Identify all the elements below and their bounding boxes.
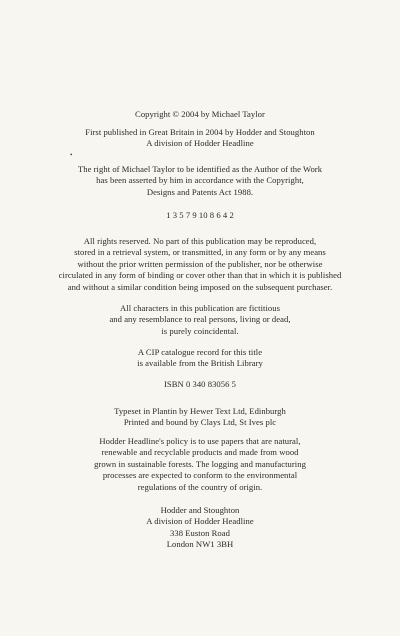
rights-line-2: stored in a retrieval system, or transmitted, in any form or by any means — [74, 247, 326, 258]
rights-line-5: and without a similar condition being imposed on the subsequent purchaser. — [67, 281, 333, 292]
published-line-1: First published in Great Britain in 2004 by Hodder and Stoughton — [85, 127, 315, 137]
isbn — [0, 379, 400, 390]
policy-line-4: processes are expected to conform to the environmental — [102, 470, 298, 481]
address-line-2: A division of Hodder Headline — [146, 516, 254, 527]
fiction-line-2: and any resemblance to real persons, living or dead, — [109, 314, 291, 325]
copyright-notice — [0, 109, 400, 120]
printing-line — [0, 210, 400, 221]
cip-line-1: A CIP catalogue record for this title — [137, 347, 263, 357]
cip-line-2: is available from the British Library — [137, 358, 263, 369]
address-line-4: London NW1 3BH — [166, 539, 234, 550]
published-line-2: A division of Hodder Headline — [146, 138, 254, 149]
moral-right-line-2: has been asserted by him in accordance with the Copyright, — [96, 175, 304, 186]
typeset-line-2: Printed and bound by Clays Ltd, St Ives plc — [123, 417, 277, 428]
policy-line-2: renewable and recyclable products and made from wood — [101, 447, 299, 458]
rights-line-3: without the prior written permission of the publisher, nor be otherwise — [77, 258, 323, 269]
address-line-3: 338 Euston Road — [170, 527, 230, 538]
policy-line-1: Hodder Headline's policy is to use papers that are natural, — [99, 436, 301, 446]
policy-line-3: grown in sustainable forests. The logging and manufacturing — [94, 458, 306, 469]
copyright-line: Copyright © 2004 by Michael Taylor — [135, 109, 265, 119]
moral-rights-notice — [0, 164, 400, 198]
first-published-notice — [0, 127, 400, 150]
stray-mark: • — [70, 151, 73, 159]
fiction-disclaimer — [0, 303, 400, 337]
address-line-1: Hodder and Stoughton — [160, 505, 240, 515]
publisher-address — [0, 505, 400, 551]
paper-policy-notice — [0, 436, 400, 493]
fiction-line-1: All characters in this publication are fictitious — [120, 303, 280, 313]
moral-right-line-1: The right of Michael Taylor to be identified as the Author of the Work — [77, 164, 323, 174]
rights-reserved-notice — [0, 236, 400, 293]
typeset-printer-notice — [0, 406, 400, 429]
printing-numbers: 1 3 5 7 9 10 8 6 4 2 — [166, 210, 234, 220]
rights-line-1: All rights reserved. No part of this publication may be reproduced, — [83, 236, 317, 246]
policy-line-5: regulations of the country of origin. — [137, 481, 263, 492]
typeset-line-1: Typeset in Plantin by Hewer Text Ltd, Edinburgh — [114, 406, 286, 416]
fiction-line-3: is purely coincidental. — [161, 325, 239, 336]
cip-record-notice — [0, 347, 400, 370]
rights-line-4: circulated in any form of binding or cover other than that in which it is published — [58, 270, 342, 281]
isbn-line: ISBN 0 340 83056 5 — [163, 379, 237, 389]
moral-right-line-3: Designs and Patents Act 1988. — [146, 186, 254, 197]
